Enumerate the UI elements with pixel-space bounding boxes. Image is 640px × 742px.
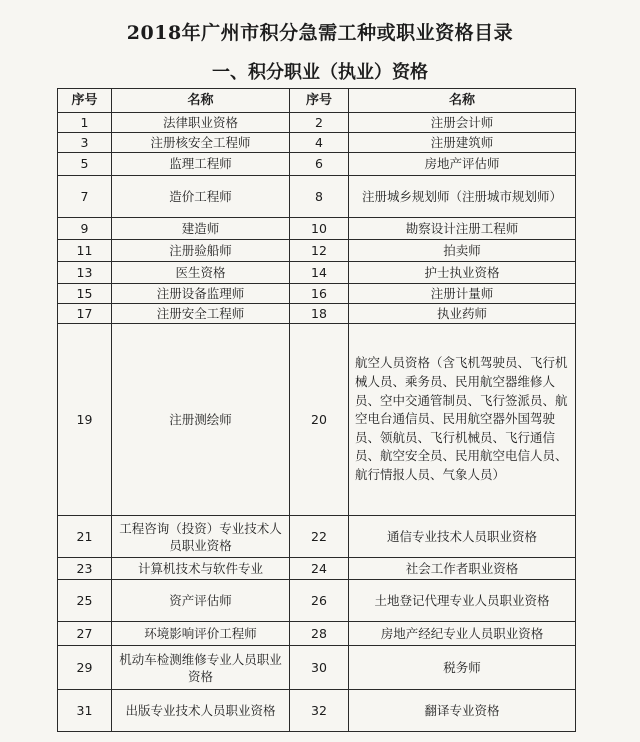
left-name: 造价工程师	[112, 176, 290, 218]
table-row	[58, 516, 576, 558]
left-no: 31	[58, 690, 112, 732]
right-name: 通信专业技术人员职业资格	[349, 516, 576, 558]
right-no: 4	[290, 133, 349, 153]
right-no: 24	[290, 558, 349, 580]
left-no: 11	[58, 240, 112, 262]
left-no: 23	[58, 558, 112, 580]
table-row	[58, 240, 576, 262]
left-name: 机动车检测维修专业人员职业资格	[112, 646, 290, 690]
right-name: 勘察设计注册工程师	[349, 218, 576, 240]
right-name: 房地产经纪专业人员职业资格	[349, 622, 576, 646]
right-no: 22	[290, 516, 349, 558]
left-no: 7	[58, 176, 112, 218]
right-name: 注册计量师	[349, 284, 576, 304]
left-name: 注册测绘师	[112, 324, 290, 516]
right-no: 18	[290, 304, 349, 324]
right-name: 拍卖师	[349, 240, 576, 262]
table-row	[58, 324, 576, 516]
right-no: 20	[290, 324, 349, 516]
left-name: 注册验船师	[112, 240, 290, 262]
right-no: 12	[290, 240, 349, 262]
left-no: 13	[58, 262, 112, 284]
left-no: 27	[58, 622, 112, 646]
header-left-no: 序号	[58, 89, 112, 113]
left-name: 法律职业资格	[112, 113, 290, 133]
table-row	[58, 113, 576, 133]
left-no: 15	[58, 284, 112, 304]
left-name: 医生资格	[112, 262, 290, 284]
right-no: 30	[290, 646, 349, 690]
left-name: 工程咨询（投资）专业技术人员职业资格	[112, 516, 290, 558]
left-name: 计算机技术与软件专业	[112, 558, 290, 580]
left-name: 注册安全工程师	[112, 304, 290, 324]
header-right-no: 序号	[290, 89, 349, 113]
right-no: 26	[290, 580, 349, 622]
table-row	[58, 218, 576, 240]
header-right-name: 名称	[349, 89, 576, 113]
right-name: 税务师	[349, 646, 576, 690]
right-name: 执业药师	[349, 304, 576, 324]
left-no: 17	[58, 304, 112, 324]
right-no: 2	[290, 113, 349, 133]
table-row	[58, 153, 576, 176]
table-row	[58, 558, 576, 580]
left-no: 1	[58, 113, 112, 133]
table-header-row	[58, 89, 576, 113]
table-row	[58, 646, 576, 690]
right-no: 14	[290, 262, 349, 284]
table-row	[58, 284, 576, 304]
table-row	[58, 690, 576, 732]
left-no: 29	[58, 646, 112, 690]
right-no: 8	[290, 176, 349, 218]
left-name: 资产评估师	[112, 580, 290, 622]
table-row	[58, 262, 576, 284]
right-name: 注册会计师	[349, 113, 576, 133]
right-name: 注册城乡规划师（注册城市规划师）	[349, 176, 576, 218]
table-row	[58, 622, 576, 646]
right-no: 6	[290, 153, 349, 176]
left-name: 监理工程师	[112, 153, 290, 176]
right-name: 社会工作者职业资格	[349, 558, 576, 580]
left-name: 建造师	[112, 218, 290, 240]
left-name: 出版专业技术人员职业资格	[112, 690, 290, 732]
right-name: 护士执业资格	[349, 262, 576, 284]
header-left-name: 名称	[112, 89, 290, 113]
right-name: 土地登记代理专业人员职业资格	[349, 580, 576, 622]
left-name: 注册核安全工程师	[112, 133, 290, 153]
right-name: 航空人员资格（含飞机驾驶员、飞行机械人员、乘务员、民用航空器维修人员、空中交通管制员、飞行签派员、航空电台通信员、民用航空器外国驾驶员、领航员、飞行机械员、飞行通信员、航空安全员、民用航空电信人员、航行情报人员、气象人员）	[349, 324, 576, 516]
table-row	[58, 580, 576, 622]
section-title: 一、积分职业（执业）资格	[212, 62, 428, 83]
right-name: 注册建筑师	[349, 133, 576, 153]
right-name: 翻译专业资格	[349, 690, 576, 732]
right-no: 32	[290, 690, 349, 732]
right-no: 16	[290, 284, 349, 304]
right-no: 28	[290, 622, 349, 646]
table-row	[58, 176, 576, 218]
left-no: 9	[58, 218, 112, 240]
left-no: 5	[58, 153, 112, 176]
left-no: 3	[58, 133, 112, 153]
table-row	[58, 133, 576, 153]
table-row	[58, 304, 576, 324]
document-title: 2018年广州市积分急需工种或职业资格目录	[126, 22, 514, 44]
left-name: 注册设备监理师	[112, 284, 290, 304]
left-no: 19	[58, 324, 112, 516]
left-no: 21	[58, 516, 112, 558]
left-no: 25	[58, 580, 112, 622]
right-no: 10	[290, 218, 349, 240]
right-name: 房地产评估师	[349, 153, 576, 176]
qualification-table	[57, 88, 576, 732]
left-name: 环境影响评价工程师	[112, 622, 290, 646]
